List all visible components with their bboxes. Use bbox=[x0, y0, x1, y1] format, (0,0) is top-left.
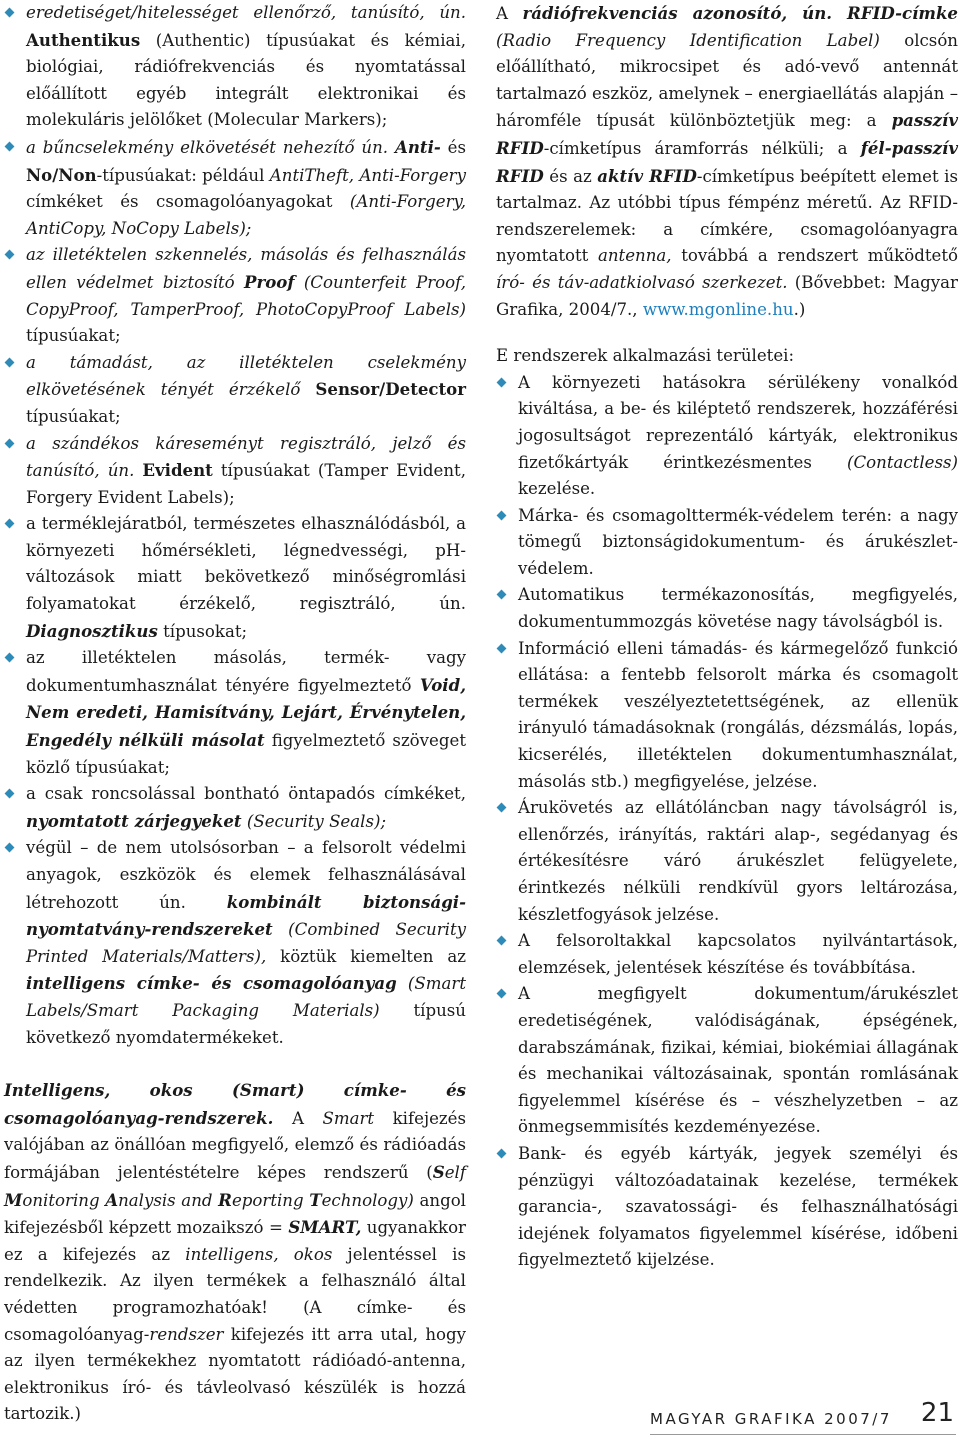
diamond-bullet-icon bbox=[497, 378, 507, 388]
text-run: -típusúakat: például bbox=[96, 165, 270, 185]
footer-rule bbox=[650, 1434, 956, 1435]
text-run: (Anti-Forgery, AntiCopy, NoCopy Labels); bbox=[26, 192, 466, 238]
text-run: kifejezés itt arra utal, hogy az ilyen termékekhez nyomtatott rádióadó-antenna, elektronikus író- és távleolvasó készülék is hozzá tartozik.) bbox=[4, 1324, 466, 1424]
text-run: No/Non bbox=[26, 164, 97, 185]
text-run: A felsoroltakkal kapcsolatos nyilvántartások, elemzések, jelentések készítése és továbbítása. bbox=[518, 931, 958, 977]
application-areas-list bbox=[496, 370, 958, 1274]
diamond-bullet-icon bbox=[497, 936, 507, 946]
text-run: intelligens címke- és csomagolóanyag bbox=[26, 973, 397, 994]
list-item bbox=[496, 636, 958, 796]
diamond-bullet-icon bbox=[5, 439, 15, 449]
text-run: típusokat; bbox=[157, 621, 248, 641]
diamond-bullet-icon bbox=[497, 590, 507, 600]
text-run: rádiófrekvenciás azonosító, ún. RFID-címke bbox=[522, 3, 958, 23]
text-run: a bűncselekmény elkövetését nehezítő ún. bbox=[26, 137, 395, 157]
text-run: (Authentic) típusúakat és kémiai, biológiai, rádiófrekvenciás és nyomtatással előállított egyéb integrált elektronikai és molekuláris jelölőket (Molecular Markers); bbox=[26, 30, 466, 130]
text-run: rendszer bbox=[149, 1324, 224, 1344]
text-run: Sensor/Detector bbox=[315, 379, 466, 400]
text-run: aktív RFID bbox=[597, 165, 697, 186]
text-run: (Radio Frequency Identification Label) bbox=[496, 30, 880, 50]
text-run: az illetéktelen szkennelés, másolás és felhasználás ellen védelmet biztosító bbox=[26, 245, 466, 292]
text-run: eredetiséget/hitelességet ellenőrző, tanúsító, ún. bbox=[26, 3, 466, 22]
text-run: végül – de nem utolsósorban – a felsorolt védelmi anyagok, eszközök és elemek felhasználásával létrehozott ún. bbox=[26, 838, 466, 912]
list-item bbox=[496, 582, 958, 635]
smart-systems-paragraph bbox=[4, 1077, 466, 1428]
text-run: (Combined Security Printed Materials/Matters), bbox=[26, 920, 466, 966]
text-run: A környezeti hatásokra sérülékeny vonalkód kiváltása, a be- és kiléptető rendszerek, hozzáférési jogosultságot reprezentáló kártyák, elektronikus fizetőkártyák érintkezésmentes bbox=[518, 372, 958, 472]
text-run: kombinált biztonsági-nyomtatvány-rendszereket bbox=[26, 891, 467, 940]
text-run: -címketípus áramforrás nélküli; a bbox=[543, 138, 861, 158]
spacer bbox=[496, 323, 958, 343]
text-run: intelligens, okos bbox=[185, 1244, 333, 1264]
diamond-bullet-icon bbox=[497, 1149, 507, 1159]
list-item bbox=[4, 835, 466, 1051]
list-item bbox=[496, 1141, 958, 1274]
diamond-bullet-icon bbox=[497, 989, 507, 999]
text-run: kezelése. bbox=[518, 479, 596, 499]
text-run: antenna, bbox=[597, 246, 672, 266]
text-run: Proof bbox=[243, 271, 295, 292]
text-run: az illetéktelen másolás, termék- vagy dokumentumhasználat tényére figyelmeztető bbox=[26, 648, 466, 695]
list-item bbox=[496, 370, 958, 503]
spacer bbox=[4, 1051, 466, 1077]
text-run: (Contactless) bbox=[846, 452, 958, 472]
text-run: .) bbox=[793, 299, 806, 319]
list-item bbox=[496, 795, 958, 928]
text-run: fél-passzív RFID bbox=[496, 137, 958, 186]
text-run: R bbox=[218, 1189, 232, 1210]
text-run: M bbox=[4, 1189, 23, 1210]
text-run: olcsón előállítható, mikrocsipet és adó-vevő antennát tartalmazó eszköz, amelynek – energiaellátás alapján – háromféle típusát különböztetjük meg: a bbox=[496, 30, 958, 131]
text-run: Információ elleni támadás- és kármegelőző funkció ellátása: a fentebb felsorolt márka és csomagolt termékek veszélyeztetettségének, az ellenük irányuló támadásoknak (rongálás, dézsmálás, lopás, kicserélés, illetéktelen dokumentumhasználat, másolás stb.) megfigyelése, jelzése. bbox=[518, 638, 958, 791]
diamond-bullet-icon bbox=[5, 358, 15, 368]
list-item bbox=[4, 134, 466, 242]
text-run: Intelligens, okos (Smart) címke- és csomagolóanyag-rendszerek. bbox=[4, 1080, 466, 1128]
magazine-name: MAGYAR GRAFIKA 2007/7 bbox=[650, 1410, 892, 1428]
text-run: figyelmeztető szöveget közlő típusúakat; bbox=[26, 731, 466, 777]
text-run: a csak roncsolással bontható öntapadós címkéket, bbox=[26, 784, 466, 804]
text-run: A megfigyelt dokumentum/árukészlet eredetiségének, valódiságának, épségének, darabszámának, fizikai, kémiai, biokémiai állagának és mechanikai változásainak, spontán romlásának figyelemmel kísérése és – vészhelyzetben – az önmegsemmisítés kezdeményezése. bbox=[518, 984, 958, 1137]
application-areas-intro: E rendszerek alkalmazási területei: bbox=[496, 346, 795, 366]
text-run: -címketípus beépített elemet is tartalmaz. Az utóbbi típus fémpénz méretű. Az RFID-rendszerelemek: a címkére, csomagolóanyagra nyomtatott bbox=[496, 166, 958, 266]
protection-type-list bbox=[4, 0, 466, 1051]
text-run: elf bbox=[444, 1162, 466, 1182]
text-run: Evident bbox=[142, 460, 213, 481]
text-run: és az bbox=[543, 166, 598, 186]
text-run: AntiTheft, Anti-Forgery bbox=[269, 165, 466, 185]
list-item bbox=[4, 781, 466, 835]
page-footer bbox=[650, 1398, 958, 1438]
text-run: típusúakat (Tamper Evident, Forgery Evident Labels); bbox=[26, 461, 466, 507]
list-item bbox=[4, 645, 466, 781]
text-run: (Counterfeit Proof, CopyProof, TamperProof, PhotoCopyProof Labels) bbox=[26, 272, 466, 319]
text-run: jelentéssel is rendelkezik. Az ilyen termékek a felhasználó által védetten programozhatóak! (A címke- és csomagolóanyag- bbox=[4, 1244, 466, 1344]
text-run: továbbá a rendszert működtető bbox=[671, 246, 958, 266]
text-run: típusúakat; bbox=[26, 406, 121, 426]
list-item bbox=[496, 503, 958, 583]
diamond-bullet-icon bbox=[5, 519, 15, 529]
text-run: nalysis and bbox=[118, 1190, 219, 1210]
diamond-bullet-icon bbox=[497, 644, 507, 654]
rfid-paragraph bbox=[496, 0, 958, 323]
text-run: Smart bbox=[322, 1108, 375, 1128]
list-item bbox=[496, 928, 958, 981]
text-run: Anti- bbox=[394, 136, 441, 157]
text-run: onitoring bbox=[22, 1190, 106, 1210]
text-run: angol kifejezésből képzett mozaikszó = bbox=[4, 1190, 466, 1238]
text-run: Árukövetés az ellátóláncban nagy távolságról is, ellenőrzés, irányítás, raktári alap-, segédanyag és értékesítésre váró árukészlet felügyelete, érintkezés nélküli rendkívül gyors leltározása, készletfogyások jelzése. bbox=[518, 798, 958, 924]
text-run: S bbox=[432, 1161, 445, 1182]
diamond-bullet-icon bbox=[5, 843, 15, 853]
text-run: echnology) bbox=[321, 1190, 414, 1210]
diamond-bullet-icon bbox=[5, 8, 15, 18]
text-run: (Smart Labels/Smart Packaging Materials) bbox=[26, 974, 466, 1020]
diamond-bullet-icon bbox=[5, 789, 15, 799]
list-item bbox=[4, 431, 466, 512]
diamond-bullet-icon bbox=[5, 653, 15, 663]
diamond-bullet-icon bbox=[497, 511, 507, 521]
diamond-bullet-icon bbox=[5, 142, 15, 152]
text-run: Diagnosztikus bbox=[26, 620, 158, 641]
text-run: Automatikus termékazonosítás, megfigyelés, dokumentummozgás követése nagy távolságból is. bbox=[518, 585, 958, 632]
list-item bbox=[4, 0, 466, 134]
text-run: nyomtatott zárjegyeket bbox=[26, 810, 242, 831]
text-run: a támadást, az illetéktelen cselekmény elkövetésének tényét érzékelő bbox=[26, 352, 466, 400]
text-run: A bbox=[496, 4, 523, 23]
left-column bbox=[4, 0, 466, 1428]
text-run: SMART, bbox=[288, 1217, 362, 1238]
list-item bbox=[496, 981, 958, 1141]
right-column bbox=[496, 0, 958, 1274]
text-run: író- és táv-adatkiolvasó szerkezet. bbox=[496, 272, 788, 292]
text-run: a szándékos káreseményt regisztráló, jelző és tanúsító, ún. bbox=[26, 433, 466, 481]
text-run: típusú következő nyomdatermékeket. bbox=[26, 1000, 466, 1047]
text-run: ugyanakkor ez a kifejezés az bbox=[4, 1218, 466, 1264]
text-run: A bbox=[273, 1108, 323, 1128]
text-run: címkéket és csomagolóanyagokat bbox=[26, 192, 350, 212]
text-run: (Bővebbet: Magyar Grafika, 2004/7., bbox=[496, 272, 958, 319]
text-run: Authentikus bbox=[26, 29, 141, 50]
text-run: típusúakat; bbox=[26, 326, 121, 346]
text-run: eporting bbox=[231, 1190, 310, 1210]
text-run: Void, Nem eredeti, Hamisítvány, Lejárt, Érvénytelen, Engedély nélküli másolat bbox=[26, 674, 466, 751]
diamond-bullet-icon bbox=[497, 803, 507, 813]
list-item bbox=[4, 242, 466, 349]
text-run: Bank- és egyéb kártyák, jegyek személyi és pénzügyi változóadatainak kezelése, termékek garancia-, szavatossági- és felhasználhatósági idejének folyamatos figyelemmel kísérése, időbeni figyelmeztető kijelzése. bbox=[518, 1143, 958, 1270]
page-number: 21 bbox=[920, 1398, 954, 1428]
text-run: passzív RFID bbox=[496, 110, 958, 158]
text-run: köztük kiemelten az bbox=[266, 946, 466, 966]
text-run: (Security Seals); bbox=[241, 811, 387, 831]
website-link[interactable]: www.mgonline.hu bbox=[642, 299, 794, 319]
list-item bbox=[4, 350, 466, 431]
diamond-bullet-icon bbox=[5, 250, 15, 260]
text-run: a terméklejáratból, természetes elhasználódásból, a környezeti hőmérsékleti, légnedvességi, pH-változások miatt bekövetkező minőségromlási folyamatokat érzékelő, regisztráló, ún. bbox=[26, 514, 466, 614]
text-run: A bbox=[105, 1189, 119, 1210]
list-item bbox=[4, 511, 466, 645]
text-run: és bbox=[440, 137, 466, 157]
text-run: Márka- és csomagolttermék-védelem terén: a nagy tömegű biztonságidokumentum- és árukészlet-védelem. bbox=[518, 505, 958, 578]
text-run: kifejezés valójában az önállóan megfigyelő, elemző és rádióadás formájában jelentéstételre képes rendszerű ( bbox=[4, 1108, 466, 1182]
text-run: T bbox=[309, 1189, 322, 1210]
